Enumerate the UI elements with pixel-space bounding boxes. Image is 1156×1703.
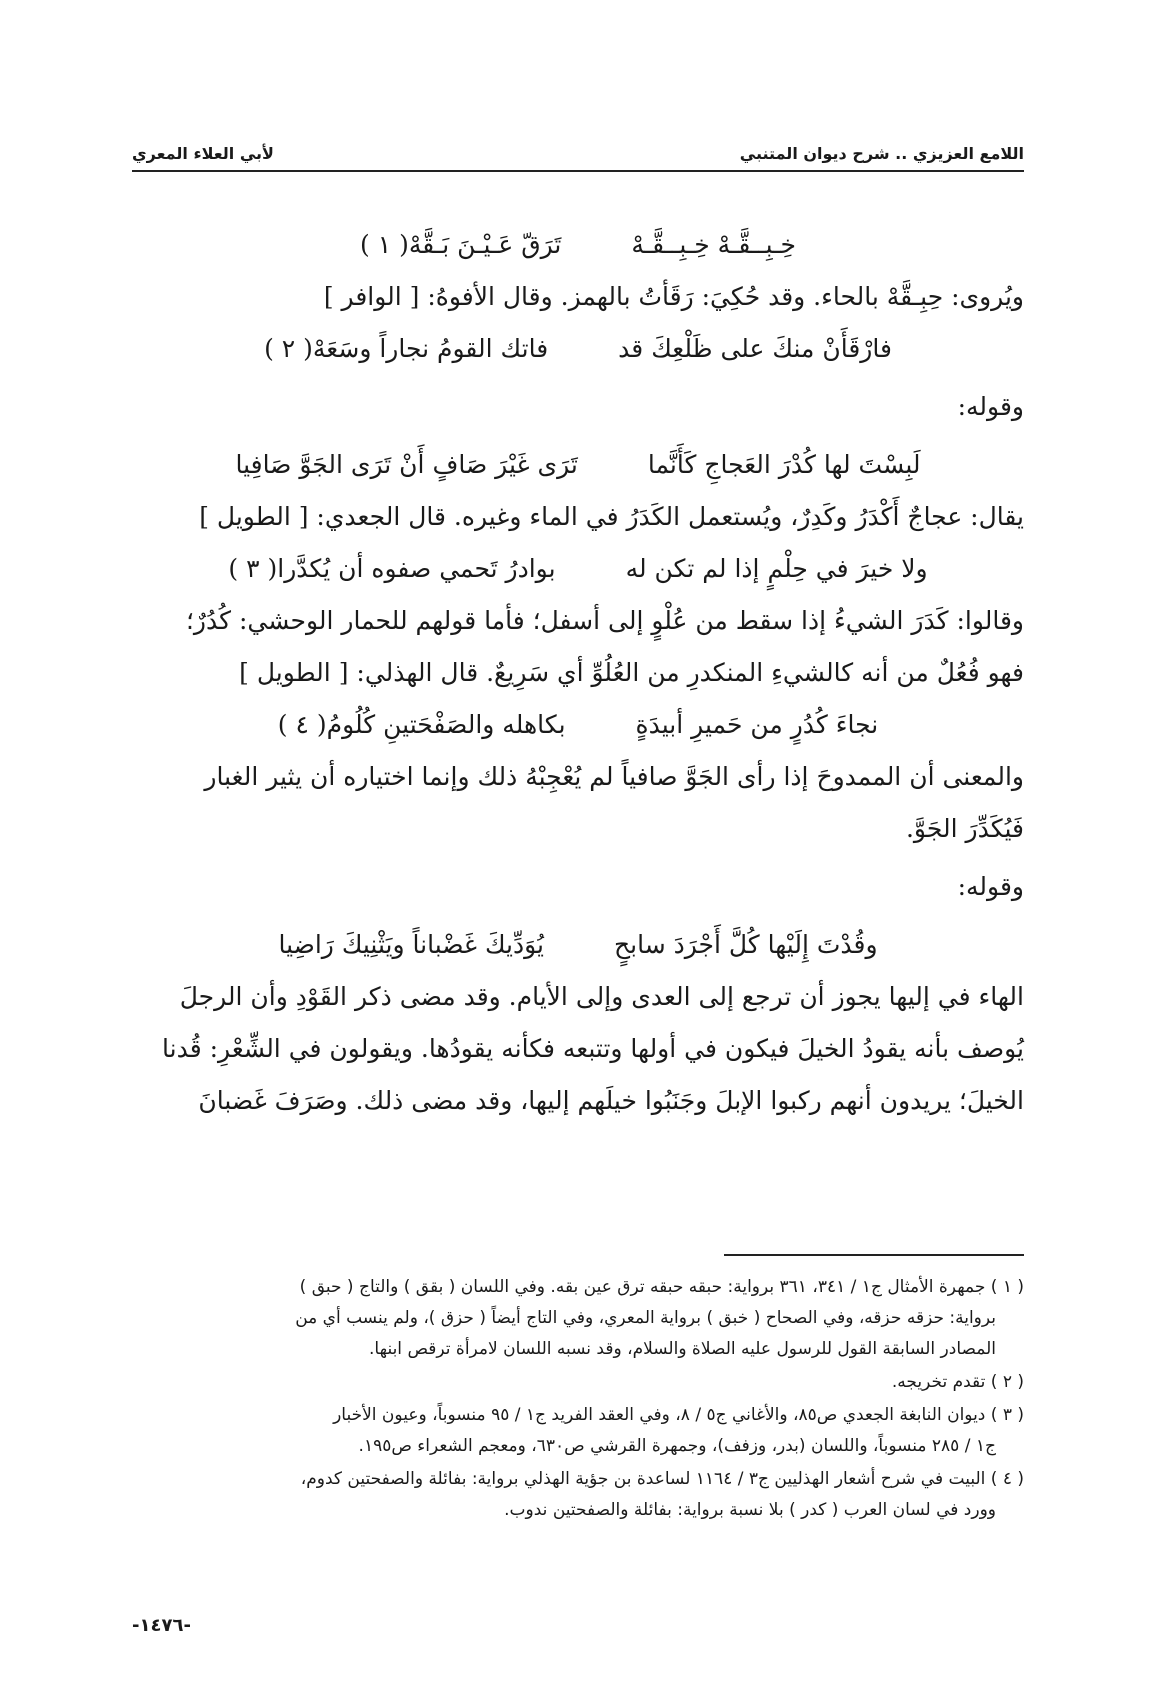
- footnotes: [132, 1272, 1024, 1528]
- verse-hemistich-left: تَرَى غَيْرَ صَافٍ أَنْ تَرَى الجَوَّ صَافِيا: [235, 450, 578, 479]
- verse-hemistich-right: وقُدْتَ إِلَيْها كُلَّ أَجْرَدَ سابحٍ: [613, 930, 878, 959]
- prose-line: فهو فُعُلٌ من أنه كالشيءِ المنكدرِ من العُلُوِّ أي سَرِيعٌ. قال الهذلي: [ الطويل ]: [239, 658, 1024, 687]
- verse-hemistich-left: بوادرُ تَحمي صفوه أن يُكدَّرا( ٣ ): [228, 554, 556, 583]
- page-number: -١٤٧٦-: [132, 1615, 191, 1636]
- main-text: [132, 228, 1024, 1118]
- verse-hemistich-left: بكاهله والصَفْحَتينِ كُلُومُ( ٤ ): [277, 710, 566, 739]
- prose-line: ويُروى: حِبِـقَّهْ بالحاء. وقد حُكِيَ: رَقَأتُ بالهمز. وقال الأفوهُ: [ الوافر ]: [323, 282, 1024, 311]
- footnote-1: [132, 1272, 1024, 1365]
- running-header: [132, 138, 1024, 168]
- footnote-line: ج١ / ٢٨٥ منسوباً، واللسان (بدر، وزفف)، وجمهرة القرشي ص٦٣٠، ومعجم الشعراء ص١٩٥.: [358, 1436, 996, 1456]
- footnote-line: برواية: حزقه حزقه، وفي الصحاح ( خبق ) برواية المعري، وفي التاج أيضاً ( حزق )، ولم ينسب أي من: [295, 1308, 996, 1328]
- verse-line: [132, 448, 1024, 482]
- verse-line: [132, 332, 1024, 366]
- footnote-divider: [724, 1254, 1024, 1256]
- prose-line: والمعنى أن الممدوحَ إذا رأى الجَوَّ صافياً لم يُعْجِبْهُ ذلك وإنما اختياره أن يثير الغبار: [204, 762, 1024, 791]
- header-divider: [132, 170, 1024, 172]
- footnote-line: ( ٢ ) تقدم تخريجه.: [891, 1372, 1024, 1392]
- footnote-line: ( ٣ ) ديوان النابغة الجعدي ص٨٥، والأغاني ج٥ / ٨، وفي العقد الفريد ج١ / ٩٥ منسوباً، وعيون الأخبار: [333, 1405, 1024, 1425]
- prose-line: وقوله:: [957, 392, 1024, 421]
- prose-line: الهاء في إليها يجوز أن ترجع إلى العدى وإلى الأيام. وقد مضى ذكر القَوْدِ وأن الرجلَ: [179, 982, 1024, 1011]
- verse-hemistich-right: ولا خيرَ في حِلْمٍ إذا لم تكن له: [625, 554, 928, 583]
- footnote-line: ( ٤ ) البيت في شرح أشعار الهذليين ج٣ / ١١٦٤ لساعدة بن جؤية الهذلي برواية: بفائلة والصفحتين كدوم،: [300, 1469, 1024, 1489]
- verse-line: [132, 928, 1024, 962]
- verse-line: [132, 552, 1024, 586]
- header-author: لأبي العلاء المعري: [132, 143, 274, 163]
- footnote-line: المصادر السابقة القول للرسول عليه الصلاة والسلام، وقد نسبه اللسان لامرأة ترقص ابنها.: [369, 1339, 996, 1359]
- prose-line: يُوصف بأنه يقودُ الخيلَ فيكون في أولها وتتبعه فكأنه يقودُها. ويقولون في الشِّعْرِ: قُدنا: [162, 1034, 1024, 1063]
- footnote-2: [132, 1367, 1024, 1398]
- prose-line: وقوله:: [957, 872, 1024, 901]
- footnote-3: [132, 1400, 1024, 1462]
- verse-hemistich-right: نجاءَ كُدُرٍ من حَميرِ أبيدَةٍ: [635, 710, 879, 739]
- prose-line: يقال: عجاجٌ أَكْدَرُ وكَدِرٌ، ويُستعمل الكَدَرُ في الماء وغيره. قال الجعدي: [ الطويل ]: [199, 502, 1024, 531]
- verse-hemistich-right: فارْقَأَنْ منكَ على ظَلْعِكَ قد: [618, 334, 892, 363]
- verse-hemistich-left: فاتك القومُ نجاراً وسَعَهْ( ٢ ): [264, 334, 549, 363]
- prose-line: الخيلَ؛ يريدون أنهم ركبوا الإبلَ وجَنَبُوا خيلَهم إليها، وقد مضى ذلك. وصَرَفَ غَضبانَ: [198, 1086, 1024, 1115]
- verse-hemistich-right: خِـبِــقَّـهْ خِـبِــقَّـهْ: [631, 230, 796, 259]
- verse-hemistich-right: لَبِسْتَ لها كُدْرَ العَجاجِ كَأَنَّما: [647, 450, 921, 479]
- prose-line: فَيُكَدِّرَ الجَوَّ.: [905, 814, 1024, 843]
- footnote-line: ( ١ ) جمهرة الأمثال ج١ / ٣٤١، ٣٦١ برواية: حبقه حبقه ترق عين بقه. وفي اللسان ( بقق ) والتاج ( حبق ): [299, 1277, 1024, 1297]
- footnote-4: [132, 1464, 1024, 1526]
- verse-line: [132, 228, 1024, 262]
- prose-line: وقالوا: كَدَرَ الشيءُ إذا سقط من عُلْوٍ إلى أسفل؛ فأما قولهم للحمار الوحشي: كُدُرٌ؛: [185, 606, 1024, 635]
- verse-line: [132, 708, 1024, 742]
- verse-hemistich-left: تَرَقّ عَـيْـنَ بَـقَّهْ( ١ ): [360, 230, 562, 259]
- footnote-line: وورد في لسان العرب ( كدر ) بلا نسبة برواية: بفائلة والصفحتين ندوب.: [504, 1500, 996, 1520]
- verse-hemistich-left: يُوَدِّيكَ غَضْباناً ويَثْنِيكَ رَاضِيا: [278, 930, 544, 959]
- header-book-title: اللامع العزيزي .. شرح ديوان المتنبي: [739, 143, 1024, 163]
